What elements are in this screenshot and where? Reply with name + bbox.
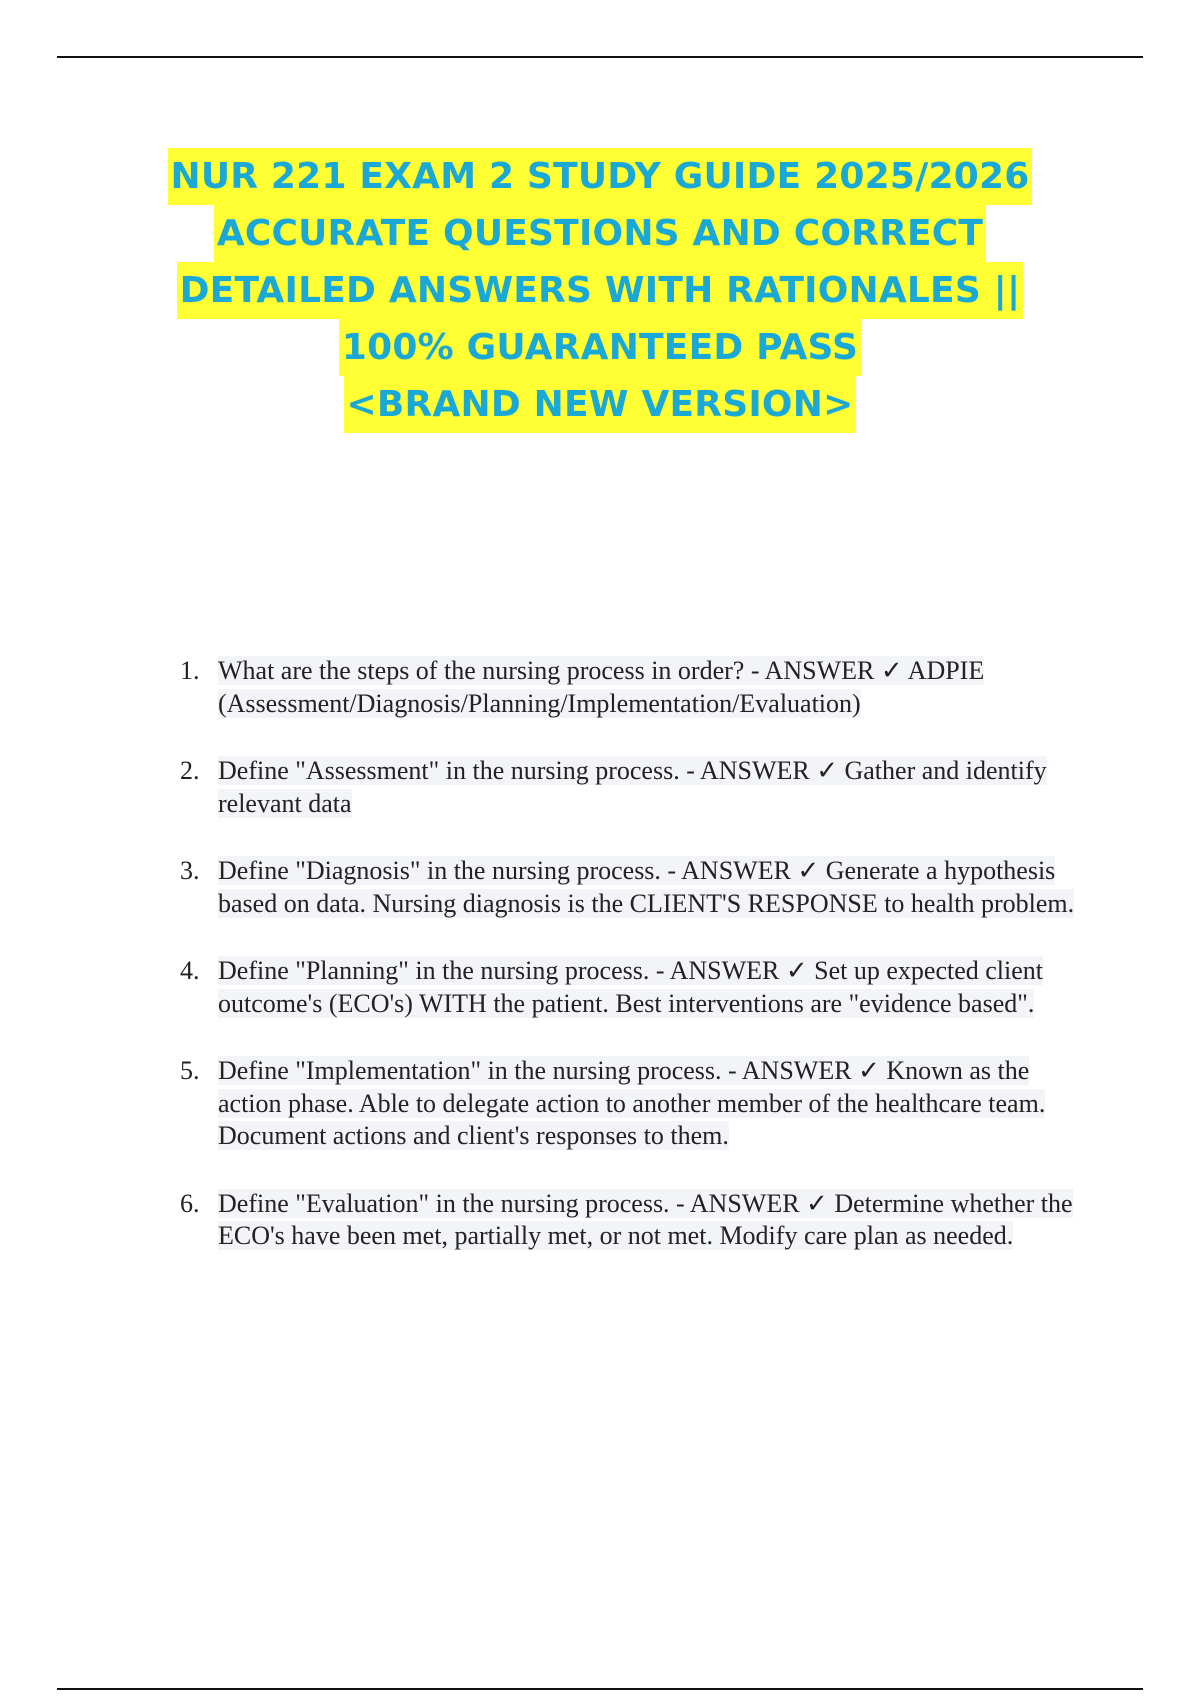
list-item (170, 1188, 1090, 1253)
question-number: 5. (180, 1056, 200, 1085)
question-answer-text: Define "Evaluation" in the nursing process. - ANSWER ✓ Determine whether the ECO's have been met, partially met, or not met. Modify care plan as needed. (218, 1188, 1073, 1250)
question-number: 3. (180, 856, 200, 885)
title-line-1: NUR 221 EXAM 2 STUDY GUIDE 2025/2026 (168, 148, 1033, 205)
question-answer-text: Define "Implementation" in the nursing process. - ANSWER ✓ Known as the action phase. Able to delegate action to another member of the healthcare team. Document actions and client's responses to them. (218, 1056, 1046, 1150)
top-rule (57, 56, 1143, 58)
list-item (170, 955, 1090, 1020)
question-number: 1. (180, 656, 200, 685)
title-line-3: DETAILED ANSWERS WITH RATIONALES || (177, 262, 1024, 319)
title-line-4: 100% GUARANTEED PASS (339, 319, 861, 376)
question-answer-text: What are the steps of the nursing process in order? - ANSWER ✓ ADPIE (Assessment/Diagnosis/Planning/Implementation/Evaluation) (218, 656, 985, 718)
list-item (170, 855, 1090, 920)
title-line-5: <BRAND NEW VERSION> (344, 376, 857, 433)
title-line-2: ACCURATE QUESTIONS AND CORRECT (214, 205, 986, 262)
question-answer-text: Define "Assessment" in the nursing process. - ANSWER ✓ Gather and identify relevant data (218, 756, 1047, 818)
question-number: 2. (180, 756, 200, 785)
list-item (170, 755, 1090, 820)
list-item (170, 655, 1090, 720)
question-answer-text: Define "Planning" in the nursing process. - ANSWER ✓ Set up expected client outcome's (ECO's) WITH the patient. Best interventions are "evidence based". (218, 956, 1044, 1018)
question-number: 6. (180, 1188, 200, 1218)
document-title (100, 148, 1100, 433)
question-list (170, 655, 1090, 1288)
question-answer-text: Define "Diagnosis" in the nursing process. - ANSWER ✓ Generate a hypothesis based on data. Nursing diagnosis is the CLIENT'S RESPONSE to health problem. (218, 856, 1075, 918)
question-number: 4. (180, 956, 200, 985)
list-item (170, 1055, 1090, 1153)
bottom-rule (57, 1688, 1143, 1690)
